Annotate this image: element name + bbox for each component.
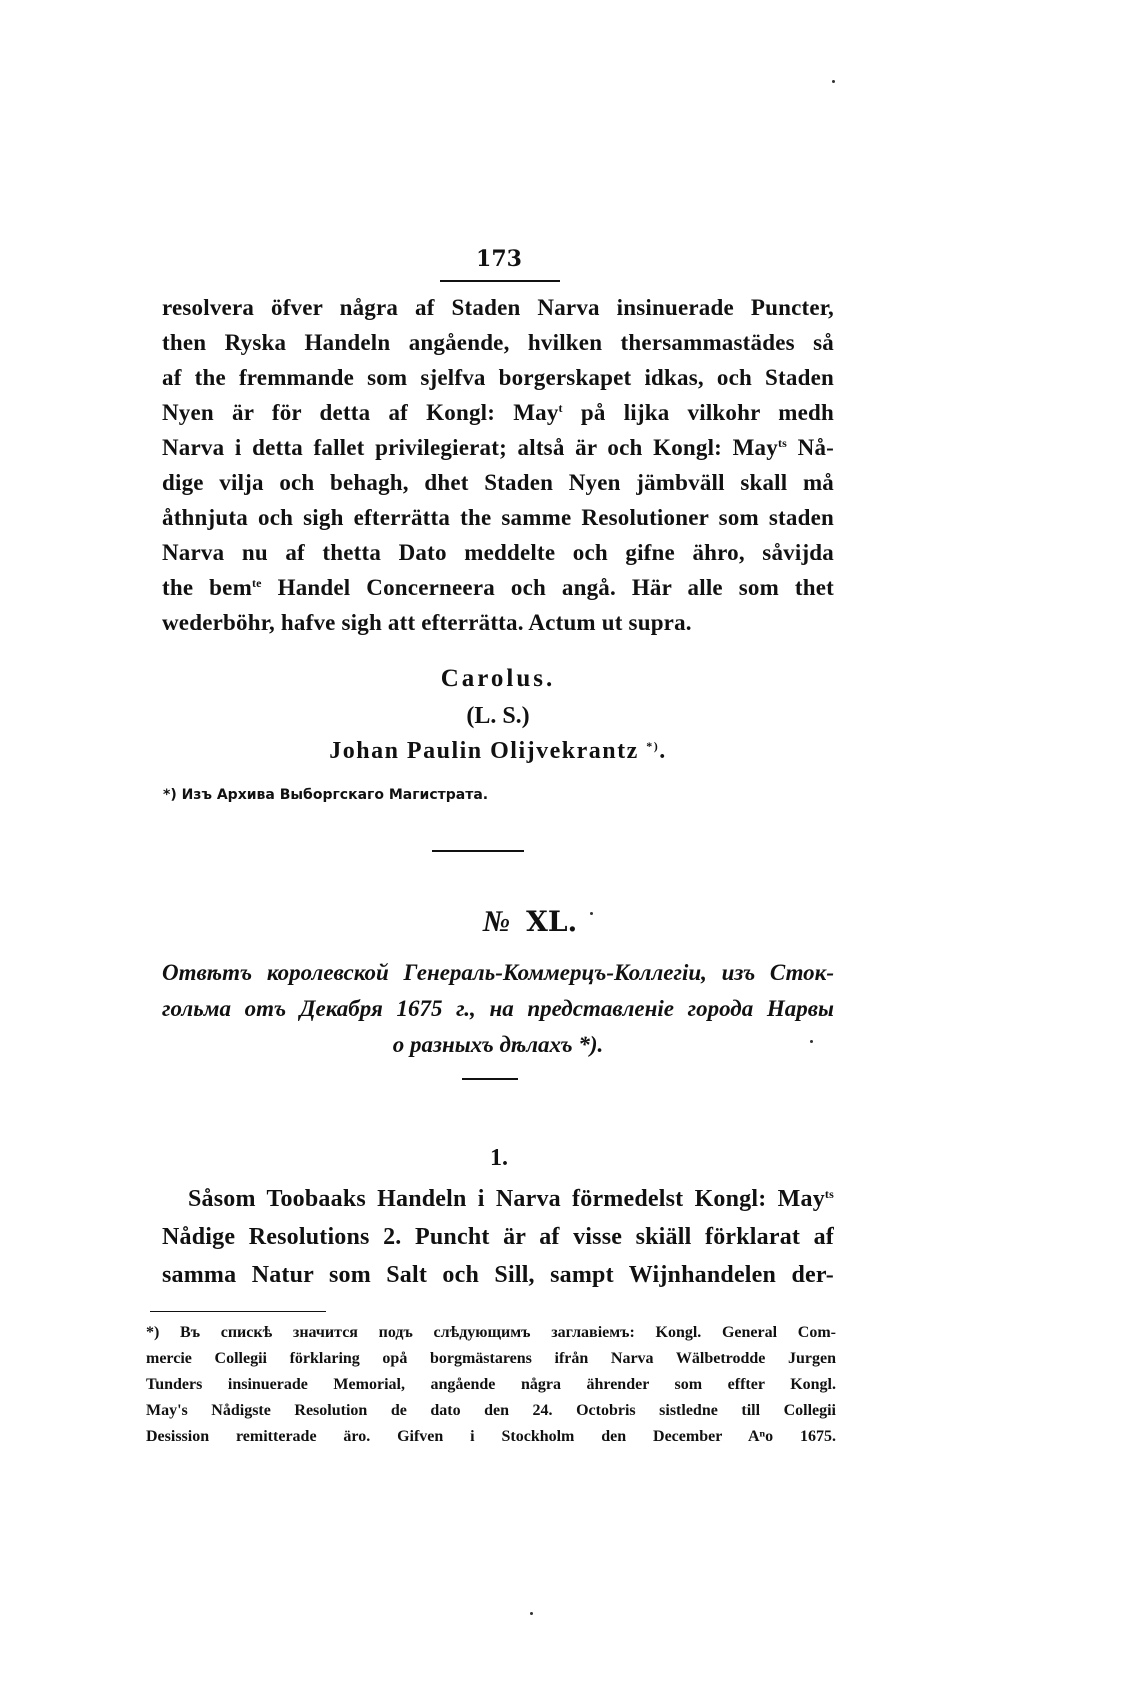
superscript: ts [777, 436, 788, 450]
text-span: the bem [162, 575, 252, 600]
continuation-paragraph [162, 290, 834, 640]
text-span: på lijka vilkohr medh [562, 400, 834, 425]
text-span: Narva i detta fallet privilegierat; altså är och Kongl: May [162, 435, 778, 460]
title-line: о разныхъ дѣлахъ *). [392, 1032, 604, 1057]
footnote-line: Desission remitterade äro. Gifven i Stockholm den December Aⁿo 1675. [146, 1428, 836, 1445]
text-span: Nyen är för detta af Kongl: May [162, 400, 559, 425]
scan-speck [810, 1040, 813, 1043]
seal-mark: (L. S.) [466, 703, 530, 729]
footnote-line: Tunders insinuerade Memorial, angående några ährender som effter Kongl. [146, 1376, 836, 1393]
separator-rule [432, 850, 524, 852]
footnote-line: May's Nådigste Resolution de dato den 24. Octobris sistledne till Collegii [146, 1402, 836, 1419]
footnote-line: mercie Collegii förklaring opå borgmästarens ifrån Narva Wälbetrodde Jurgen [146, 1350, 836, 1367]
text-line: Narva nu af thetta Dato meddelte och gifne ähro, såvijda [162, 540, 834, 565]
text-line: samma Natur som Salt och Sill, sampt Wijnhandelen der- [162, 1262, 834, 1288]
text-line: af the fremmande som sjelfva borgerskapet idkas, och Staden [162, 365, 834, 390]
text-line: dige vilja och behagh, dhet Staden Nyen jämbväll skall må [162, 470, 834, 495]
title-line: гольма отъ Декабря 1675 г., на представленіе города Нарвы [162, 996, 834, 1021]
scan-speck [590, 912, 593, 915]
superscript: t [558, 401, 563, 415]
superscript: ts [824, 1187, 834, 1201]
signature-name: Carolus. [440, 665, 556, 692]
text-line [162, 570, 834, 605]
separator-rule-short [462, 1078, 518, 1080]
header-rule [440, 280, 560, 282]
page-number: 173 [476, 246, 522, 272]
text-line: then Ryska Handeln angående, hvilken thersammastädes så [162, 330, 834, 355]
scan-speck [530, 1612, 533, 1615]
text-line [162, 1180, 834, 1218]
secretary-name: Johan Paulin Olijvekrantz [329, 738, 639, 764]
scan-speck [832, 80, 835, 83]
superscript: te [251, 576, 262, 590]
text-line: åthnjuta och sigh efterrätta the samme Resolutioner som staden [162, 505, 834, 530]
text-span: Handel Concerneera och angå. Här alle som thet [261, 575, 835, 600]
text-span: Såsom Toobaaks Handeln i Narva förmedelst Kongl: May [188, 1186, 825, 1212]
document-number [440, 905, 620, 939]
text-span: Nå- [787, 435, 834, 460]
footnote-marker: *) [646, 739, 660, 753]
archive-footnote: *) Изъ Архива Выборгскаго Магистрата. [163, 787, 489, 803]
title-line: Отвѣтъ королевской Генераль-Коммерцъ-Коллегіи, изъ Сток- [162, 960, 834, 985]
text-line [162, 395, 834, 430]
text-line [162, 430, 834, 465]
footnote-line: *) Въ спискѣ значится подъ слѣдующимъ заглавіемъ: Kongl. General Com- [146, 1324, 836, 1341]
text-line: wederböhr, hafve sigh att efterrätta. Actum ut supra. [162, 610, 692, 635]
section-number: 1. [490, 1145, 508, 1171]
footnote-rule [150, 1311, 326, 1312]
text-line: Nådige Resolutions 2. Puncht är af visse skiäll förklarat af [162, 1224, 834, 1250]
secretary-line: Johan Paulin Olijvekrantz *). [329, 738, 667, 764]
document-numeral: XL. [526, 905, 578, 938]
title-footnote [146, 1320, 836, 1450]
text-line: resolvera öfver några af Staden Narva insinuerade Puncter, [162, 295, 834, 320]
document-title [162, 955, 834, 1063]
section-paragraph [162, 1180, 834, 1294]
number-sign: № [482, 905, 511, 938]
